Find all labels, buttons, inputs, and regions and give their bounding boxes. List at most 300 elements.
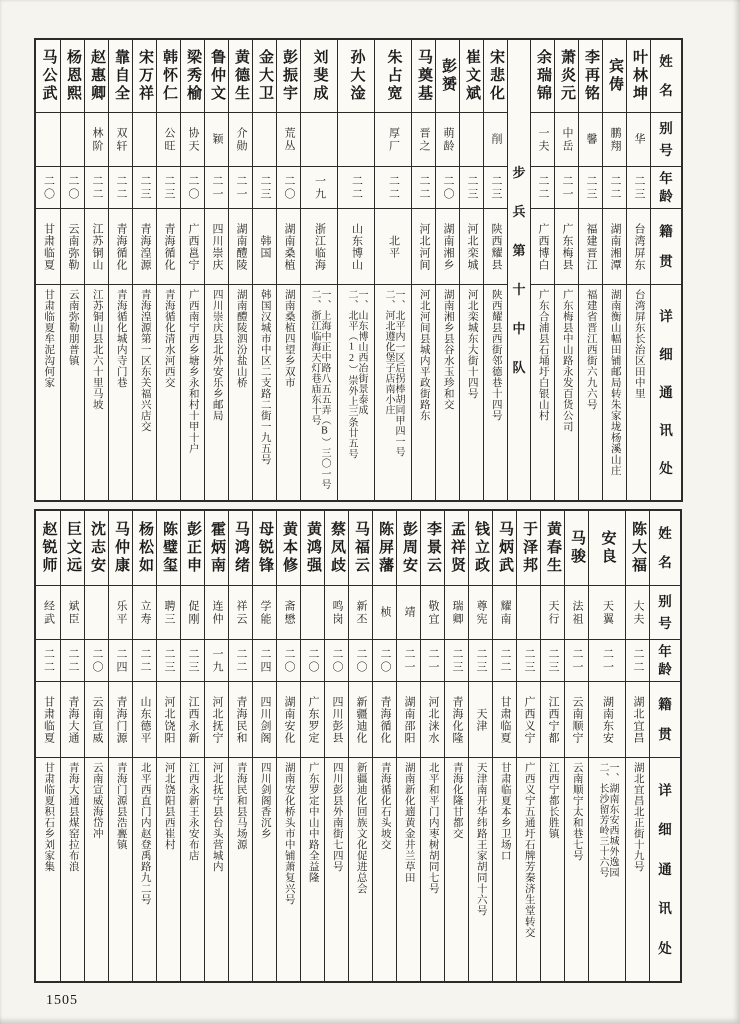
header-column — [650, 40, 681, 500]
age-cell — [229, 639, 252, 681]
alias-cell — [589, 585, 625, 639]
name-cell — [627, 40, 650, 112]
alias-cell-text: 敬宜 — [427, 599, 439, 626]
header-age — [650, 639, 680, 681]
name-cell — [133, 511, 156, 585]
header-name-char: 姓 — [658, 525, 672, 541]
name-cell — [277, 511, 300, 585]
alias-cell — [338, 112, 374, 166]
address-line: 甘肃临夏本乡卫场口 — [499, 762, 511, 861]
age-cell-text: 二〇 — [355, 647, 367, 674]
address-lines — [277, 762, 300, 905]
origin-cell — [349, 681, 372, 757]
origin-cell-text: 山东德平 — [139, 695, 151, 744]
address-line: 一、北平内一区后拐棒胡同甲四一号 — [393, 289, 404, 457]
alias-cell — [277, 112, 300, 166]
alias-cell — [253, 112, 276, 166]
age-cell-text: 二二 — [418, 174, 430, 201]
header-address-char: 详 — [658, 782, 672, 798]
name-cell-text: 宾俦 — [607, 58, 623, 94]
address-line: 江西宁都长胜镇 — [547, 762, 559, 839]
alias-cell — [109, 585, 132, 639]
person-column — [626, 40, 650, 500]
header-origin-char: 贯 — [658, 726, 672, 742]
alias-cell — [133, 112, 156, 166]
alias-cell-text: 晋之 — [418, 126, 430, 153]
address-lines — [531, 289, 554, 421]
age-cell-text: 二二 — [115, 174, 127, 201]
origin-cell — [445, 681, 468, 757]
alias-cell — [603, 112, 626, 166]
origin-cell-text: 甘肃临夏 — [499, 695, 511, 744]
name-cell-text: 蔡凤歧 — [329, 521, 345, 575]
address-line: 湖北宜昌北正街十九号 — [632, 762, 644, 872]
address-lines — [579, 289, 602, 410]
address-line: 广西义宁五通圩石牌芳秦济生堂转交 — [523, 762, 535, 938]
person-column — [252, 40, 276, 500]
age-cell-text: 二三 — [490, 174, 502, 201]
unit-label-column — [507, 40, 530, 500]
person-column — [578, 40, 602, 500]
header-address-char: 细 — [659, 346, 673, 362]
origin-cell-text: 河北抚宁 — [211, 695, 223, 744]
alias-cell-text: 中岳 — [561, 126, 573, 153]
age-cell-text: 二三 — [187, 647, 199, 674]
name-cell-text: 马炳武 — [497, 521, 513, 575]
address-lines — [157, 762, 180, 850]
origin-cell — [181, 681, 204, 757]
address-lines — [181, 762, 204, 861]
origin-cell-text: 青海湟源 — [139, 222, 151, 271]
address-line: 福建省晋江西街六九六号 — [585, 289, 597, 410]
address-line: 湖南湘乡县谷水玉珍和交 — [442, 289, 454, 410]
address-line: 二、浙江临海天灯巷庙东十号 — [309, 289, 320, 426]
alias-cell — [436, 112, 459, 166]
alias-cell — [277, 585, 300, 639]
age-cell — [253, 166, 276, 208]
age-cell-text: 二一 — [601, 647, 614, 674]
origin-cell — [589, 681, 625, 757]
name-cell-text: 彭振宇 — [281, 49, 297, 103]
alias-cell — [493, 585, 516, 639]
origin-cell — [338, 208, 374, 284]
address-cell — [493, 757, 516, 981]
age-cell-text: 二三 — [451, 647, 463, 674]
person-column — [374, 40, 411, 500]
address-cell — [109, 284, 132, 500]
age-cell-text: 二三 — [475, 647, 487, 674]
age-cell — [375, 166, 411, 208]
address-line: 青海湟源第一区东关福兴店交 — [139, 289, 151, 432]
name-cell-text: 赵锐师 — [40, 521, 57, 575]
address-lines — [109, 289, 132, 388]
origin-cell — [565, 681, 588, 757]
address-cell — [229, 284, 252, 500]
age-cell-text: 二二 — [350, 174, 363, 201]
address-cell — [445, 757, 468, 981]
address-cell — [61, 757, 84, 981]
age-cell — [36, 166, 60, 208]
origin-cell-text: 广东梅县 — [561, 222, 573, 271]
origin-cell — [555, 208, 578, 284]
origin-cell — [541, 681, 564, 757]
age-cell-text: 二四 — [259, 647, 271, 674]
name-cell-text: 黄春生 — [545, 521, 561, 575]
origin-cell-text: 湖南桑植 — [283, 222, 295, 271]
name-cell-text: 杨松如 — [137, 521, 153, 575]
alias-cell — [517, 585, 540, 639]
origin-cell-text: 云南顺宁 — [571, 695, 583, 744]
alias-cell-text: 削 — [490, 133, 502, 146]
age-cell-text: 二二 — [42, 647, 55, 674]
address-line: 青海化隆甘都交 — [451, 762, 463, 839]
address-line: 陕西耀县西街邻德巷十四号 — [490, 289, 502, 421]
origin-cell-text: 河北栾城 — [466, 222, 478, 271]
address-lines — [412, 289, 435, 421]
alias-cell — [397, 585, 420, 639]
origin-cell-text: 北平 — [387, 234, 400, 259]
name-cell — [517, 511, 540, 585]
person-column — [588, 511, 625, 981]
person-column — [554, 40, 578, 500]
alias-cell-text: 靖 — [403, 606, 415, 619]
age-cell — [436, 166, 459, 208]
name-cell-text: 鲁仲文 — [209, 49, 225, 103]
name-cell-text: 杨恩熙 — [65, 49, 81, 103]
age-cell-text: 二二 — [387, 174, 400, 201]
unit-label-char: 第 — [512, 243, 526, 258]
address-line: 湖南新化遖黄金井兰草田 — [403, 762, 415, 883]
origin-cell-text: 湖南东安 — [601, 695, 614, 744]
name-cell — [133, 40, 156, 112]
age-cell-text: 二〇 — [42, 174, 55, 201]
alias-cell — [349, 585, 372, 639]
person-column — [483, 40, 507, 500]
name-cell — [109, 40, 132, 112]
origin-cell-text: 天津 — [475, 707, 487, 732]
address-lines — [541, 762, 564, 839]
address-lines — [603, 289, 626, 476]
header-origin — [651, 208, 681, 284]
origin-cell — [157, 208, 180, 284]
name-cell — [61, 511, 84, 585]
name-cell — [181, 511, 204, 585]
name-cell-text: 钱立政 — [473, 521, 489, 575]
age-cell — [85, 166, 108, 208]
header-name-char: 名 — [658, 554, 672, 570]
name-cell-text: 彭正申 — [185, 521, 201, 575]
address-line: 江西永新王永安布店 — [187, 762, 199, 861]
name-cell — [603, 40, 626, 112]
origin-cell-text: 湖北宜昌 — [632, 695, 644, 744]
name-cell — [85, 511, 108, 585]
address-line: 二、长沙留芳岭三十六号 — [597, 762, 608, 878]
address-line: 广东梅县中山路永发百货公司 — [561, 289, 573, 432]
origin-cell-text: 青海化隆 — [451, 695, 463, 744]
unit-label-char: 步 — [512, 165, 526, 180]
address-cell — [133, 757, 156, 981]
address-line: 河北栾城东大街十四号 — [466, 289, 478, 399]
alias-cell — [626, 585, 649, 639]
address-cell — [325, 757, 348, 981]
address-lines — [517, 762, 540, 938]
origin-cell-text: 青海民和 — [235, 695, 247, 744]
age-cell — [579, 166, 602, 208]
address-lines — [301, 762, 324, 883]
origin-cell-text: 广西义宁 — [523, 695, 535, 744]
address-line: 四川彭县外南街七四号 — [331, 762, 343, 872]
alias-cell — [301, 112, 337, 166]
address-cell — [421, 757, 444, 981]
name-cell — [338, 40, 374, 112]
age-cell-text: 二一 — [235, 174, 247, 201]
address-lines — [349, 762, 372, 894]
age-cell-text: 二三 — [547, 647, 559, 674]
age-cell — [589, 639, 625, 681]
unit-label — [508, 40, 530, 500]
age-cell — [301, 166, 337, 208]
alias-cell-text: 乐平 — [115, 599, 127, 626]
address-line: 一、湖南东安西城外逸园 — [607, 762, 618, 878]
age-cell-text: 二一 — [403, 647, 415, 674]
name-cell-text: 彭赟 — [440, 58, 456, 94]
header-name — [651, 40, 681, 112]
alias-cell-text: 双轩 — [115, 126, 127, 153]
age-cell — [301, 639, 324, 681]
name-cell-text: 宋万祥 — [137, 49, 153, 103]
header-alias — [651, 112, 681, 166]
alias-cell-text: 瑞卿 — [451, 599, 463, 626]
unit-label-char: 队 — [512, 360, 526, 375]
address-lines — [61, 762, 84, 872]
age-cell-text: 二一 — [561, 174, 573, 201]
origin-cell-text: 青海循化 — [379, 695, 391, 744]
name-cell — [445, 511, 468, 585]
origin-cell-text: 甘肃临夏 — [42, 695, 55, 744]
origin-cell-text: 云南宣威 — [91, 695, 103, 744]
age-cell — [229, 166, 252, 208]
address-line: 湖南安化桥头市中铺萧复兴号 — [283, 762, 295, 905]
address-cell — [541, 757, 564, 981]
header-origin-char: 籍 — [658, 697, 672, 712]
age-cell — [555, 166, 578, 208]
alias-cell — [469, 585, 492, 639]
origin-cell-text: 湖南邵阳 — [403, 695, 415, 744]
origin-cell — [421, 681, 444, 757]
header-origin-char: 贯 — [659, 253, 673, 269]
name-cell-text: 马公武 — [40, 49, 57, 103]
name-cell — [626, 511, 649, 585]
name-cell — [301, 40, 337, 112]
address-cell — [517, 757, 540, 981]
person-column — [625, 511, 649, 981]
age-cell — [412, 166, 435, 208]
unit-label-char: 十 — [512, 282, 526, 297]
alias-cell — [85, 112, 108, 166]
address-line: 河北河间县城内平政街路东 — [418, 289, 430, 421]
person-column — [252, 511, 276, 981]
address-line: 甘肃临夏牟泥沟何家 — [43, 289, 55, 388]
person-column — [84, 511, 108, 981]
age-cell-text: 二〇 — [283, 174, 295, 201]
address-lines — [445, 762, 468, 839]
age-cell — [133, 166, 156, 208]
name-cell — [253, 511, 276, 585]
name-cell-text: 崔文斌 — [464, 49, 480, 103]
alias-cell — [484, 112, 507, 166]
name-cell-text: 韩怀仁 — [161, 49, 177, 103]
address-lines — [85, 289, 108, 410]
address-line: 北平和平门内枣树胡同七号 — [427, 762, 439, 894]
address-line: 广西南宁西乡塘乡永和村十甲十户 — [187, 289, 199, 454]
origin-cell — [325, 681, 348, 757]
origin-cell-text: 四川崇庆 — [211, 222, 223, 271]
age-cell — [460, 166, 483, 208]
origin-cell — [157, 681, 180, 757]
origin-cell — [436, 208, 459, 284]
alias-cell — [36, 112, 60, 166]
person-column — [372, 511, 396, 981]
address-line: 广东罗定中山中路全益隆 — [307, 762, 319, 883]
alias-cell — [229, 585, 252, 639]
address-cell — [133, 284, 156, 500]
name-cell — [157, 511, 180, 585]
name-cell — [205, 40, 228, 112]
origin-cell-text: 青海大通 — [67, 695, 79, 744]
person-column — [396, 511, 420, 981]
age-cell-text: 二二 — [235, 647, 247, 674]
name-cell — [109, 511, 132, 585]
age-cell — [603, 166, 626, 208]
origin-cell-text: 新疆迪化 — [355, 695, 367, 744]
alias-cell — [460, 112, 483, 166]
name-cell-text: 李景云 — [425, 521, 441, 575]
origin-cell — [301, 208, 337, 284]
address-cell — [469, 757, 492, 981]
age-cell-text: 二三 — [585, 174, 597, 201]
name-cell — [349, 511, 372, 585]
name-cell-text: 刘斐成 — [311, 49, 328, 103]
origin-cell-text: 山东博山 — [350, 222, 363, 271]
address-cell — [301, 284, 337, 500]
address-cell — [181, 284, 204, 500]
origin-cell — [253, 681, 276, 757]
origin-cell — [373, 681, 396, 757]
address-lines — [133, 762, 156, 905]
origin-cell-text: 台湾屏东 — [633, 222, 645, 271]
page-number: 1505 — [46, 993, 78, 1008]
address-line: 青海循化清水河西交 — [163, 289, 175, 388]
age-cell — [626, 639, 649, 681]
alias-cell-text: 耀南 — [499, 599, 511, 626]
address-cell — [397, 757, 420, 981]
person-column — [602, 40, 626, 500]
address-lines — [397, 762, 420, 883]
person-column — [84, 40, 108, 500]
name-cell — [229, 40, 252, 112]
header-age — [651, 166, 681, 208]
age-cell — [484, 166, 507, 208]
header-name-char: 名 — [659, 82, 673, 98]
age-cell-text: 二二 — [609, 174, 621, 201]
header-alias-char: 号 — [659, 142, 673, 158]
address-cell — [157, 757, 180, 981]
origin-cell — [469, 681, 492, 757]
address-line: 河北抚宁县台头营城内 — [211, 762, 223, 872]
header-name-char: 姓 — [659, 54, 673, 69]
address-cell — [277, 284, 300, 500]
age-cell — [531, 166, 554, 208]
age-cell — [61, 166, 84, 208]
alias-cell — [181, 112, 204, 166]
origin-cell-text: 广东罗定 — [307, 695, 319, 744]
age-cell-text: 二〇 — [91, 647, 103, 674]
age-cell — [36, 639, 60, 681]
person-column — [108, 511, 132, 981]
name-cell — [157, 40, 180, 112]
origin-cell — [412, 208, 435, 284]
name-cell — [229, 511, 252, 585]
person-column — [540, 511, 564, 981]
alias-cell — [565, 585, 588, 639]
address-line: 湖南桑植四望乡双市 — [283, 289, 295, 388]
name-cell-text: 安良 — [599, 530, 616, 566]
address-line: 湖南衡山幅田铺邮局转朱家垅杨溪山庄 — [609, 289, 621, 476]
address-cell — [603, 284, 626, 500]
alias-cell-text: 经武 — [42, 599, 55, 626]
alias-cell-text: 颖 — [211, 133, 223, 146]
person-column — [60, 511, 84, 981]
origin-cell — [205, 681, 228, 757]
origin-cell-text: 广西邕宁 — [187, 222, 199, 271]
name-cell-text: 李再铭 — [583, 49, 599, 103]
header-address-char: 处 — [659, 460, 673, 476]
name-cell — [375, 40, 411, 112]
address-cell — [626, 757, 649, 981]
origin-cell — [253, 208, 276, 284]
address-cell — [229, 757, 252, 981]
age-cell-text: 二〇 — [307, 647, 319, 674]
address-cell — [338, 284, 374, 500]
origin-cell — [397, 681, 420, 757]
age-cell-text: 二一 — [211, 174, 223, 201]
address-lines — [627, 289, 650, 399]
age-cell-text: 二〇 — [67, 174, 79, 201]
address-line: 云南顺宁太和巷七号 — [571, 762, 583, 861]
address-line: 甘肃临夏积石乡刘家集 — [43, 762, 55, 872]
person-column — [420, 511, 444, 981]
name-cell-text: 赵惠卿 — [89, 49, 105, 103]
person-column — [564, 511, 588, 981]
address-lines — [253, 289, 276, 465]
address-line: 河北饶阳县西崔村 — [163, 762, 175, 850]
person-column — [36, 511, 60, 981]
name-cell-text: 朱占宽 — [385, 49, 402, 103]
address-lines — [36, 762, 60, 872]
alias-cell — [301, 585, 324, 639]
name-cell-text: 马鸿绪 — [233, 521, 249, 575]
origin-cell-text: 河北涞水 — [427, 695, 439, 744]
age-cell — [541, 639, 564, 681]
address-lines — [460, 289, 483, 399]
header-address-char: 讯 — [659, 422, 673, 438]
origin-cell — [579, 208, 602, 284]
address-cell — [277, 757, 300, 981]
alias-cell — [531, 112, 554, 166]
origin-cell — [301, 681, 324, 757]
origin-cell — [375, 208, 411, 284]
name-cell — [421, 511, 444, 585]
